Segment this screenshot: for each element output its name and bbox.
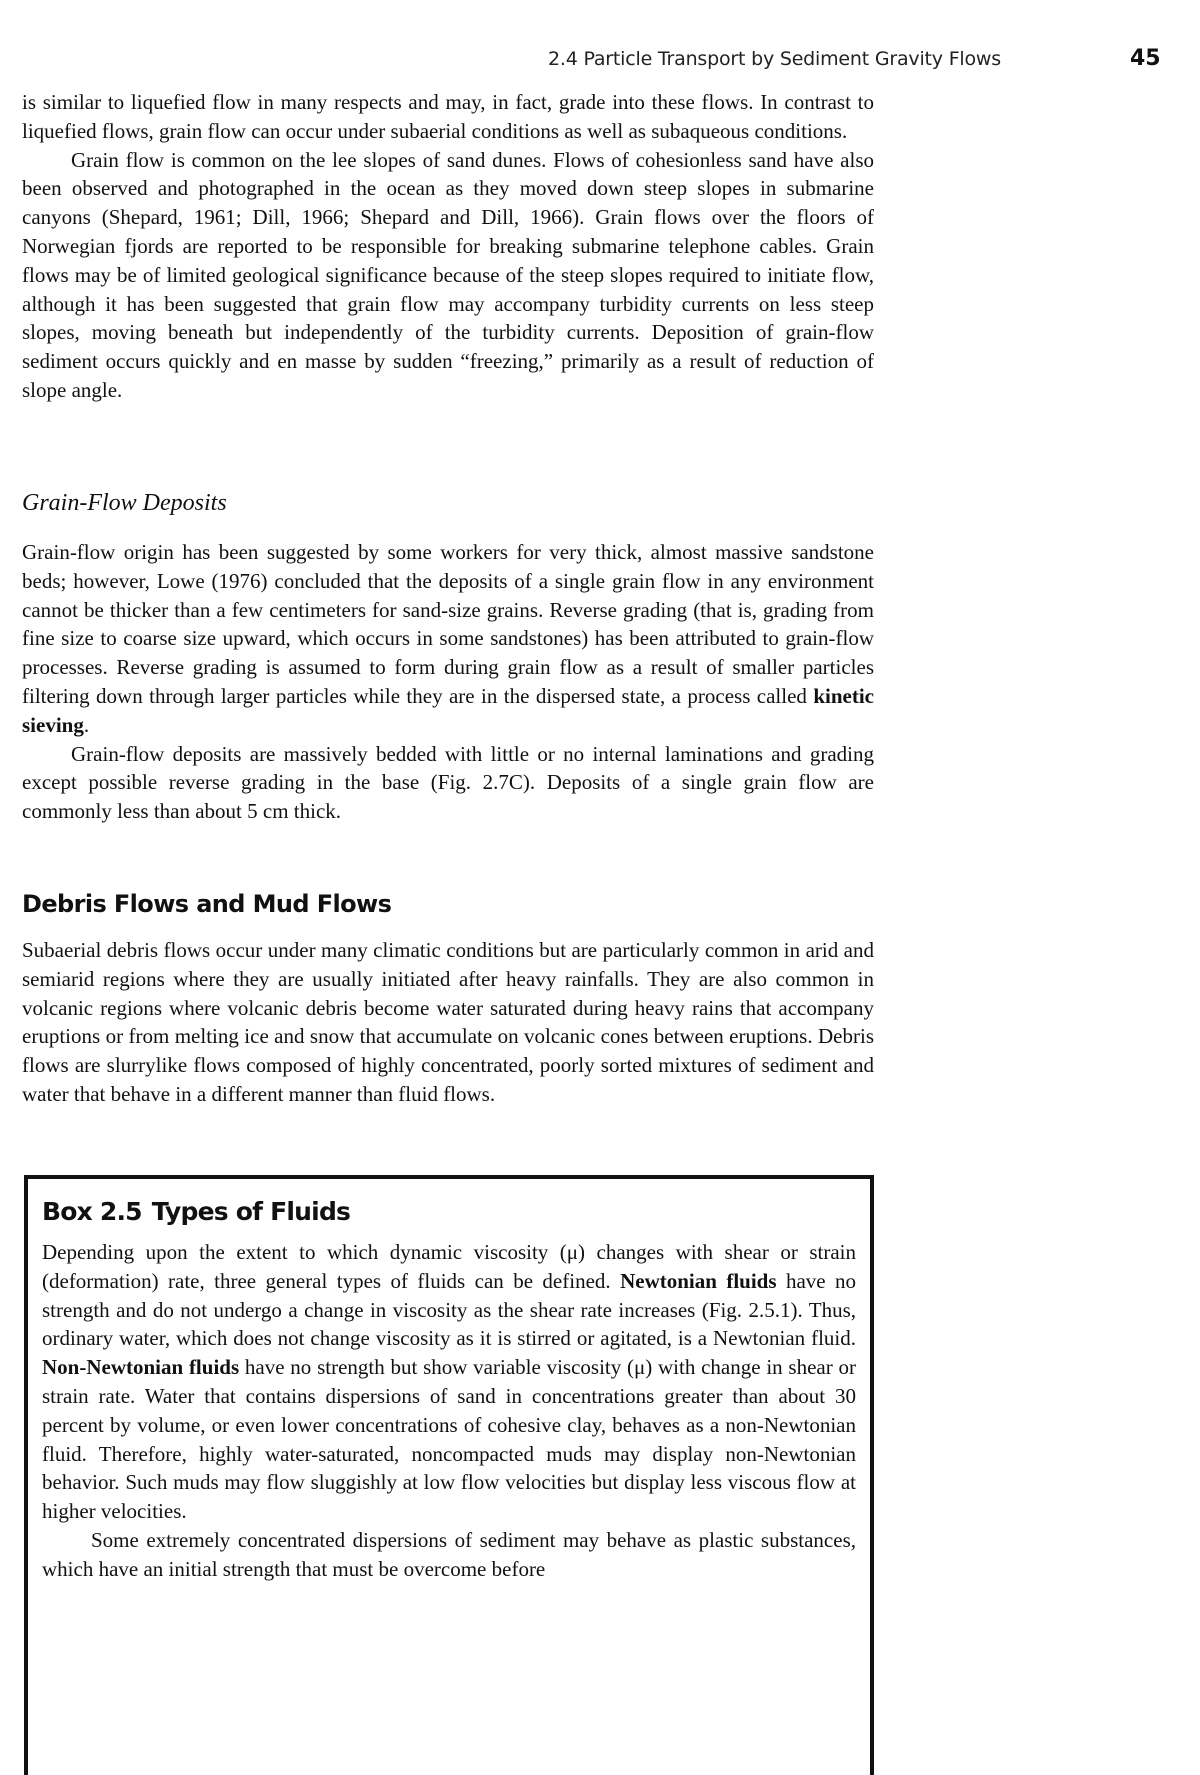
intro-paragraph-1: is similar to liquefied flow in many respects and may, in fact, grade into these flows. In contrast to liquefied flows, grain flow can occur under subaerial conditions as well as subaqueous conditions. <box>22 90 874 143</box>
box-p1-text-a: Depending upon the extent to which dynamic viscosity (μ) changes with shear or strain (deformation) rate, three general types of fluids can be defined. <box>42 1240 856 1293</box>
grain-flow-paragraph-1 <box>22 538 874 740</box>
debris-flows-paragraph-1: Subaerial debris flows occur under many climatic conditions but are particularly common in arid and semiarid regions where they are usually initiated after heavy rainfalls. They are also common in volcanic regions where volcanic debris become water saturated during heavy rains that accompany eruptions or from melting ice and snow that accumulate on volcanic cones between eruptions. Debris flows are slurrylike flows composed of highly concentrated, poorly sorted mixtures of sediment and water that behave in a different manner than fluid flows. <box>22 938 874 1106</box>
debris-flows-heading-wrap <box>22 890 874 918</box>
grain-flow-p1-end: . <box>83 712 90 737</box>
running-head: 2.4 Particle Transport by Sediment Gravity Flows <box>548 48 1001 70</box>
grain-flow-deposits-heading: Grain-Flow Deposits <box>22 490 227 516</box>
grain-flow-p1-text: Grain-flow origin has been suggested by some workers for very thick, almost massive sandstone beds; however, Lowe (1976) concluded that the deposits of a single grain flow in any environment cannot be thicker than a few centimeters for sand-size grains. Reverse grading (that is, grading from fine size to coarse size upward, which occurs in some sandstones) has been attributed to grain-flow processes. Reverse grading is assumed to form during grain flow as a result of smaller particles filtering down through larger particles while they are in the dispersed state, a process called <box>22 540 874 708</box>
debris-flows-heading: Debris Flows and Mud Flows <box>22 890 392 918</box>
box-content <box>42 1197 856 1584</box>
intro-section <box>22 88 874 405</box>
box-paragraph-1 <box>42 1238 856 1526</box>
intro-paragraph-2: Grain flow is common on the lee slopes of sand dunes. Flows of cohesionless sand have also been observed and photographed in the ocean as they moved down steep slopes in submarine canyons (Shepard, 1961; Dill, 1966; Shepard and Dill, 1966). Grain flows over the floors of Norwegian fjords are reported to be responsible for breaking submarine telephone cables. Grain flows may be of limited geological significance because of the steep slopes required to initiate flow, although it has been suggested that grain flow may accompany turbidity currents on less steep slopes, moving beneath but independently of the turbidity currents. Deposition of grain-flow sediment occurs quickly and en masse by sudden “freezing,” primarily as a result of reduction of slope angle. <box>22 147 874 402</box>
non-newtonian-fluids-term: Non-Newtonian fluids <box>42 1355 240 1380</box>
box-2-5 <box>24 1175 874 1775</box>
box-p1-text-b: have no strength and do not undergo a change in viscosity as the shear rate increases (Fig. 2.5.1). Thus, ordinary water, which does not change viscosity as it is stirred or agitated, is a Newtonian fluid. <box>42 1268 856 1351</box>
kinetic-sieving-term: kinetic sieving <box>22 683 874 737</box>
box-title <box>42 1197 856 1226</box>
box-p1-text-c: have no strength but show variable viscosity (μ) with change in shear or strain rate. Water that contains dispersions of sand in concentrations greater than about 30 percent by volume, or even lower concentrations of cohesive clay, behaves as a non-Newtonian fluid. Therefore, highly water-saturated, noncompacted muds may display non-Newtonian behavior. Such muds may flow sluggishly at low flow velocities but display less viscous flow at higher velocities. <box>42 1355 856 1524</box>
box-title-text: Types of Fluids <box>151 1197 351 1226</box>
page-number: 45 <box>1130 46 1161 71</box>
grain-flow-deposits-section <box>22 490 874 517</box>
box-number: Box 2.5 <box>42 1197 142 1226</box>
grain-flow-paragraph-2: Grain-flow deposits are massively bedded with little or no internal laminations and grading except possible reverse grading in the base (Fig. 2.7C). Deposits of a single grain flow are commonly less than about 5 cm thick. <box>22 741 874 824</box>
grain-flow-deposits-body <box>22 538 874 826</box>
debris-flows-body <box>22 936 874 1109</box>
box-paragraph-2: Some extremely concentrated dispersions of sediment may behave as plastic substances, which have an initial strength that must be overcome before <box>42 1527 856 1581</box>
newtonian-fluids-term: Newtonian fluids <box>620 1268 777 1293</box>
page-header <box>0 48 1200 78</box>
